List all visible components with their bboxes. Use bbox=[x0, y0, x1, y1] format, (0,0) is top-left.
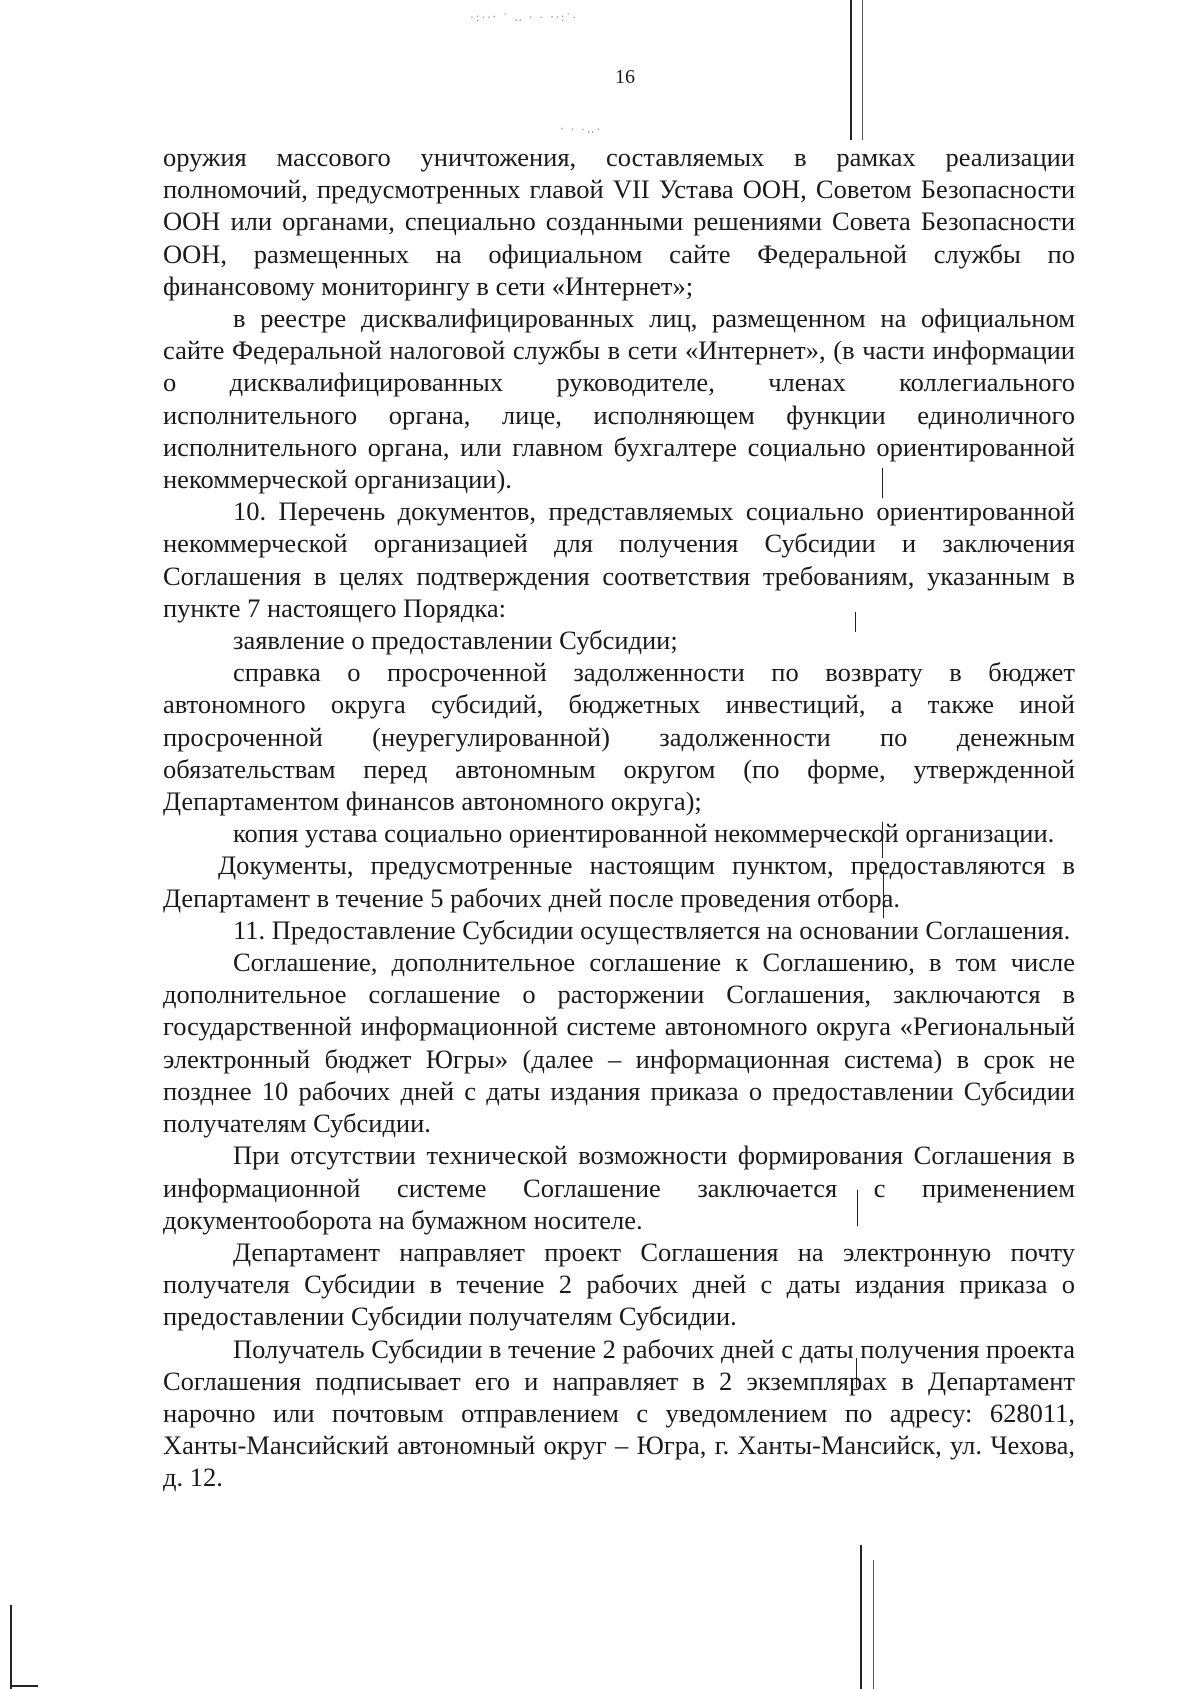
paragraph-recipient-signature: Получатель Субсидии в течение 2 рабочих дней с даты получения проекта Соглашения подписывает его и направляет в 2 экземплярах в Департамент нарочно или почтовым отправлением с уведомлением по адресу: 628011, Ханты-Мансийский автономный округ – Югра, г. Ханты-Мансийск, ул. Чехова, д. 12. bbox=[163, 1333, 1075, 1493]
paragraph-charter-copy: копия устава социально ориентированной некоммерческой организации. bbox=[233, 818, 1055, 849]
page-number: 16 bbox=[615, 66, 635, 88]
scan-line-bottom-right-2 bbox=[873, 1560, 874, 1689]
paragraph-disqualified-registry: в реестре дисквалифицированных лиц, размещенном на официальном сайте Федеральной налоговой службы в сети «Интернет», (в части информации о дисквалифицированных руководителе, членах коллегиального исполнительного органа, лице, исполняющем функции единоличного исполнительного органа, или главном бухгалтере социально ориентированной некоммерческой организации). bbox=[163, 303, 1075, 495]
paragraph-paper-workflow: При отсутствии технической возможности формирования Соглашения в информационной системе Соглашение заключается с применением документооборота на бумажном носителе. bbox=[163, 1140, 1075, 1235]
paragraph-application: заявление о предоставлении Субсидии; bbox=[233, 625, 678, 656]
paragraph-draft-email: Департамент направляет проект Соглашения на электронную почту получателя Субсидии в течение 2 рабочих дней с даты издания приказа о предоставлении Субсидии получателям Субсидии. bbox=[163, 1236, 1075, 1332]
paragraph-continuation: оружия массового уничтожения, составляемых в рамках реализации полномочий, предусмотренных главой VII Устава ООН, Советом Безопасности ООН или органами, специально созданными решениями Совета Безопасности ООН, размещенных на официальном сайте Федеральной службы по финансовому мониторингу в сети «Интернет»; bbox=[163, 142, 1075, 301]
scan-line-bottom-right-1 bbox=[860, 1545, 862, 1689]
paragraph-documents-deadline: Документы, предусмотренные настоящим пунктом, предоставляются в Департамент в течение 5 рабочих дней после проведения отбора. bbox=[163, 850, 1075, 913]
paragraph-agreement-system: Соглашение, дополнительное соглашение к Соглашению, в том числе дополнительное соглашение о расторжении Соглашения, заключаются в государственной информационной системе автономного округа «Региональный электронный бюджет Югры» (далее – информационная система) в срок не позднее 10 рабочих дней с даты издания приказа о предоставлении Субсидии получателям Субсидии. bbox=[163, 947, 1075, 1139]
scan-noise-top: ·:·∙‧ ˙ ‥ ∙ · ‧∙:˙· bbox=[470, 10, 579, 24]
scan-noise-mid: ‧ ∙ ·‥∙ bbox=[560, 122, 602, 136]
paragraph-overdue-debt-certificate: справка о просроченной задолженности по возврату в бюджет автономного округа субсидий, бюджетных инвестиций, а также иной просроченной (неурегулированной) задолженности по денежным обязательствам перед автономным округом (по форме, утвержденной Департаментом финансов автономного округа); bbox=[163, 657, 1075, 817]
scan-line-bottom-left bbox=[10, 1685, 38, 1687]
document-body bbox=[163, 141, 1075, 1494]
paragraph-item-11: 11. Предоставление Субсидии осуществляется на основании Соглашения. bbox=[233, 914, 1071, 945]
scan-line-left-bottom bbox=[10, 1605, 12, 1689]
paragraph-item-10: 10. Перечень документов, представляемых социально ориентированной некоммерческой организацией для получения Субсидии и заключения Соглашения в целях подтверждения соответствия требованиям, указанным в пункте 7 настоящего Порядка: bbox=[163, 496, 1075, 623]
